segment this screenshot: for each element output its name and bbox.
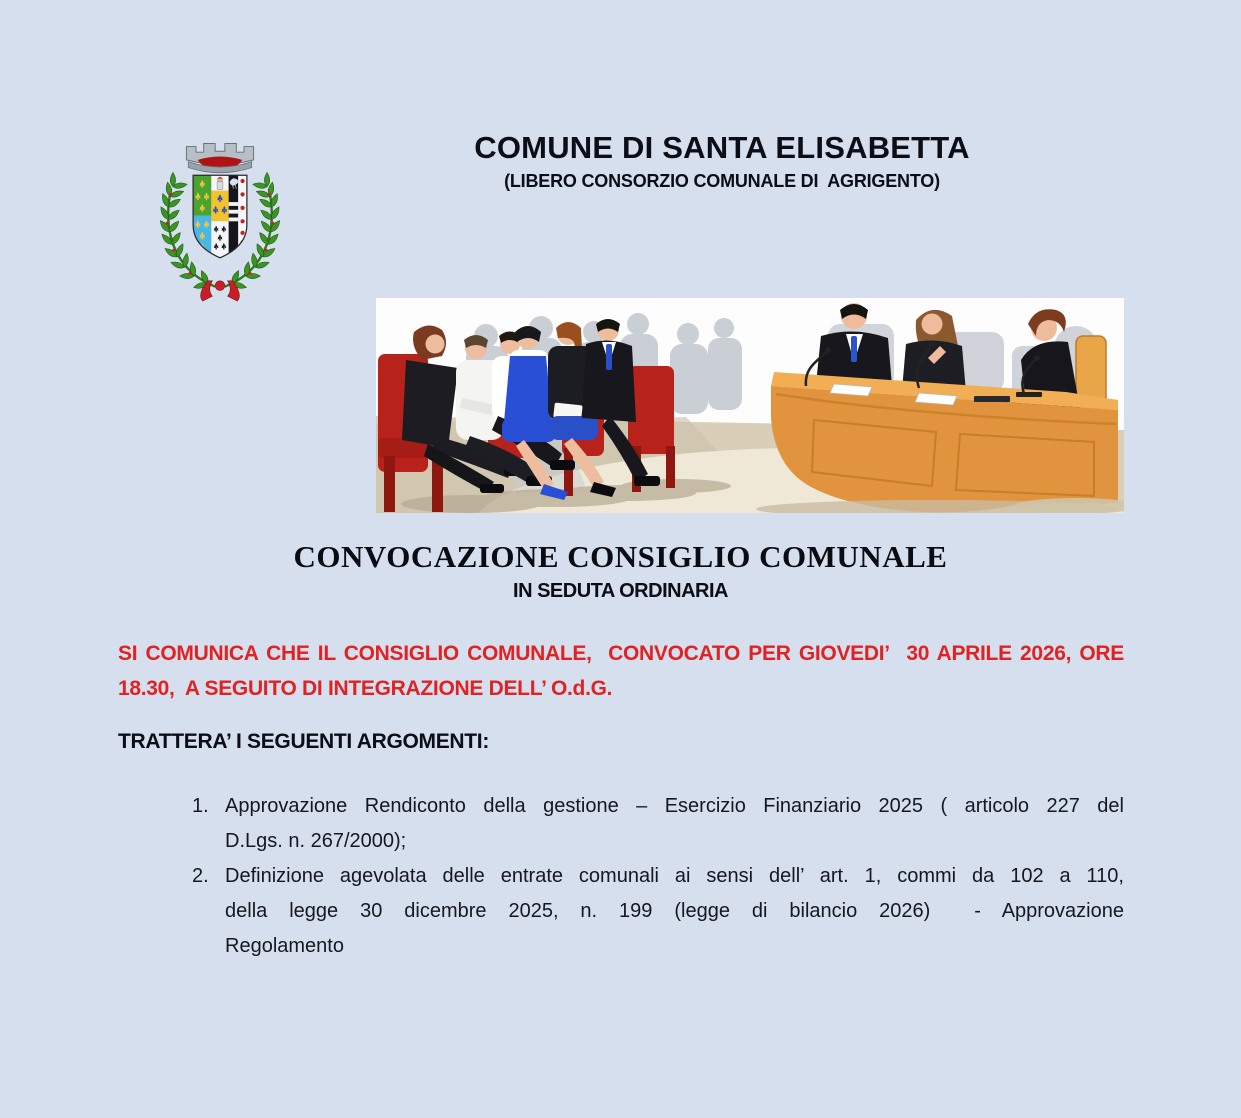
agenda-heading: TRATTERA’ I SEGUENTI ARGOMENTI: [118, 730, 490, 753]
notice-line: 18.30, A SEGUITO DI INTEGRAZIONE DELL’ O.d.G. [118, 677, 613, 700]
agenda-item-text: Approvazione Rendiconto della gestione – Esercizio Finanziario 2025 ( articolo 227 del D.Lgs. n. 267/2000); [225, 795, 1124, 852]
convocation-notice [118, 636, 1124, 706]
agenda-item-number: 1. [192, 795, 209, 817]
notice-line: SI COMUNICA CHE IL CONSIGLIO COMUNALE, CONVOCATO PER GIOVEDI’ 30 APRILE 2026, ORE [118, 642, 1124, 665]
meeting-title: CONVOCAZIONE CONSIGLIO COMUNALE [293, 539, 948, 574]
meeting-subtitle: IN SEDUTA ORDINARIA [513, 580, 728, 602]
agenda-list [192, 789, 1124, 964]
agenda-item-number: 2. [192, 865, 209, 887]
agenda-item-text: Definizione agevolata delle entrate comunali ai sensi dell’ art. 1, commi da 102 a 110, della legge 30 dicembre 2025, n. 199 (legge di bilancio 2026) - Approvazione Regolamento [225, 865, 1124, 957]
page-title: COMUNE DI SANTA ELISABETTA [474, 130, 970, 165]
agenda-item [192, 859, 1124, 964]
municipal-coat-of-arms-icon [148, 131, 292, 302]
agenda-item [192, 789, 1124, 859]
page-subtitle: (LIBERO CONSORZIO COMUNALE DI AGRIGENTO) [504, 171, 940, 191]
council-meeting-illustration [376, 298, 1124, 513]
